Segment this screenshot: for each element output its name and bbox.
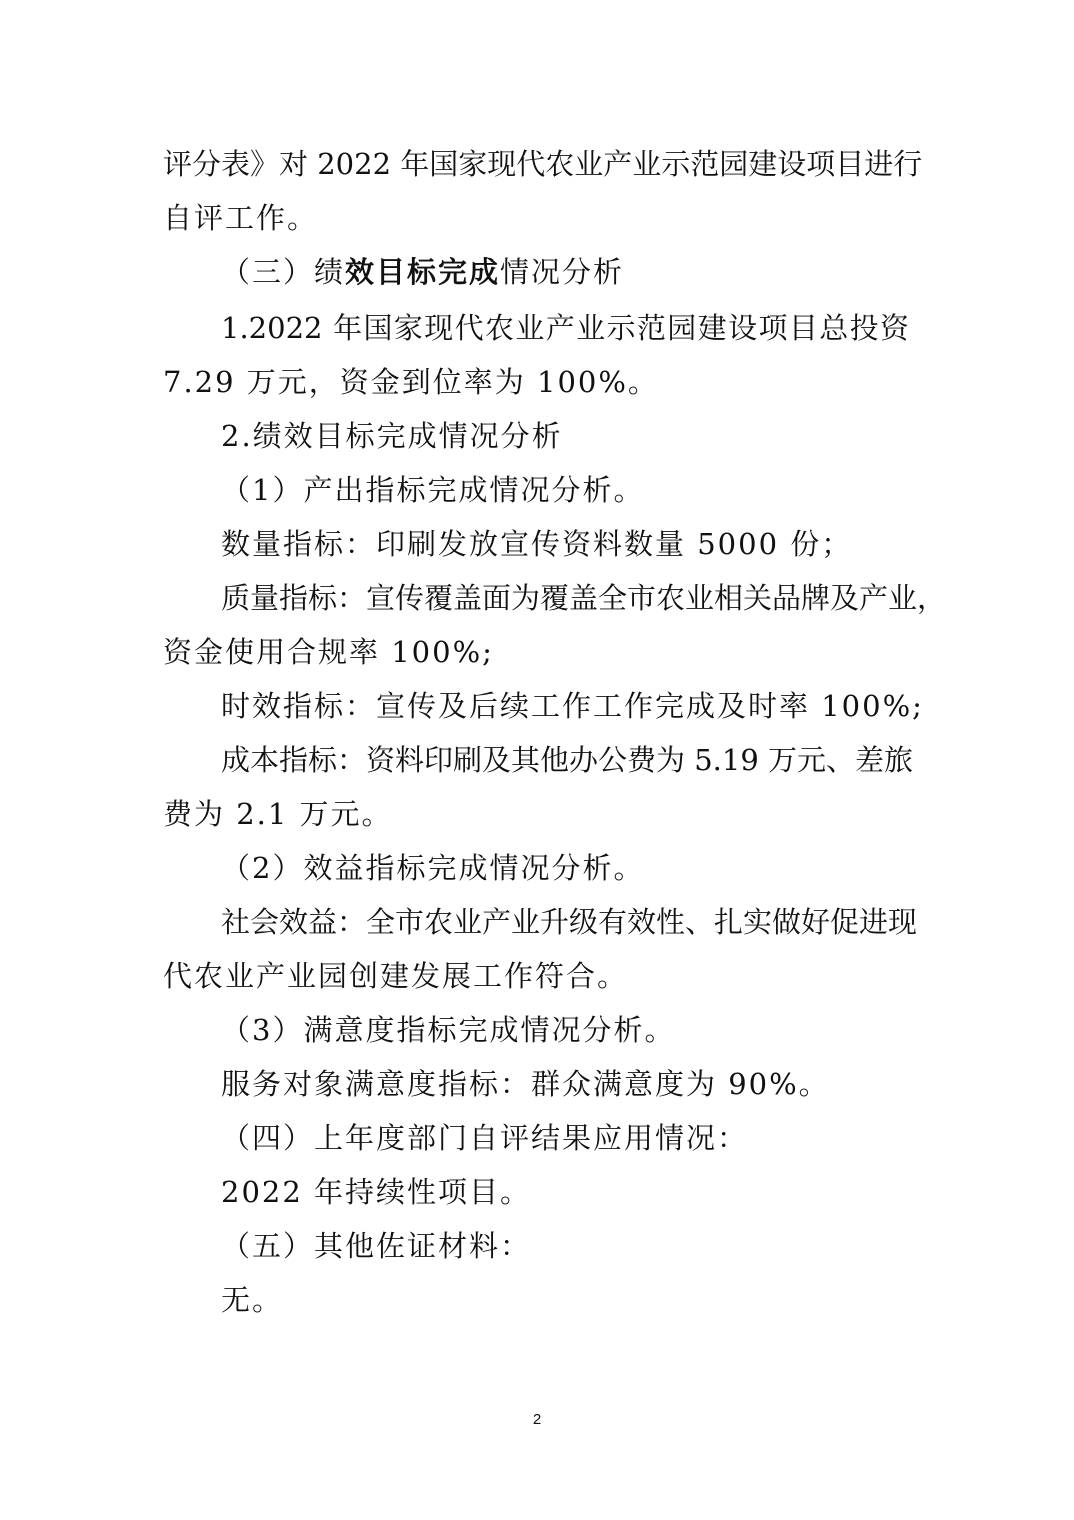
text-line-1: 评分表》对 2022 年国家现代农业产业示范园建设项目进行 xyxy=(163,147,923,181)
text-line-14: （2）效益指标完成情况分析。 xyxy=(221,851,645,885)
text-line-21: （五）其他佐证材料： xyxy=(221,1229,532,1263)
text-line-16: 代农业产业园创建发展工作符合。 xyxy=(163,959,629,993)
text-line-9: 质量指标：宣传覆盖面为覆盖全市农业相关品牌及产业， xyxy=(221,581,947,615)
section-heading-part-1: （三）绩 xyxy=(221,255,346,289)
text-line-2: 自评工作。 xyxy=(163,201,319,235)
text-line-5: 7.29 万元，资金到位率为 100%。 xyxy=(163,365,659,399)
text-line-6: 2.绩效目标完成情况分析 xyxy=(221,419,563,453)
text-line-8: 数量指标：印刷发放宣传资料数量 5000 份； xyxy=(221,527,853,561)
text-line-18: 服务对象满意度指标：群众满意度为 90%。 xyxy=(221,1067,830,1101)
text-line-4: 1.2022 年国家现代农业产业示范园建设项目总投资 xyxy=(221,311,909,345)
text-line-15: 社会效益：全市农业产业升级有效性、扎实做好促进现 xyxy=(221,905,918,939)
text-line-22: 无。 xyxy=(221,1283,284,1317)
text-line-20: 2022 年持续性项目。 xyxy=(221,1175,532,1209)
text-line-12: 成本指标：资料印刷及其他办公费为 5.19 万元、差旅 xyxy=(221,743,914,777)
text-line-13: 费为 2.1 万元。 xyxy=(163,797,393,831)
section-heading-part-bold: 效目标完成 xyxy=(345,255,501,289)
text-line-11: 时效指标：宣传及后续工作工作完成及时率 100%; xyxy=(221,689,924,723)
section-heading-3 xyxy=(0,252,1074,292)
text-line-10: 资金使用合规率 100%; xyxy=(163,635,494,669)
text-line-19: （四）上年度部门自评结果应用情况： xyxy=(221,1121,749,1155)
section-heading-part-2: 情况分析 xyxy=(500,255,625,289)
text-line-17: （3）满意度指标完成情况分析。 xyxy=(221,1013,676,1047)
text-line-7: （1）产出指标完成情况分析。 xyxy=(221,473,645,507)
page-number: 2 xyxy=(532,1411,542,1428)
